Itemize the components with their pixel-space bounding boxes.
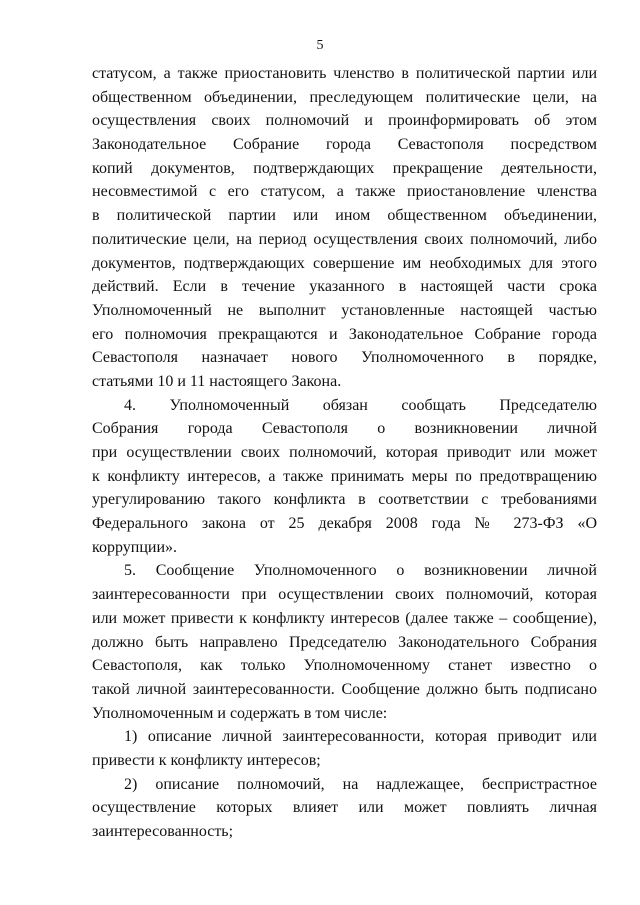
text-line: к конфликту интересов, а также принимать меры по предотвращению (92, 467, 597, 485)
text-line: 1) описание личной заинтересованности, которая приводит или (124, 728, 597, 746)
text-line: статусом, а также приостановить членство в политической партии или (92, 65, 597, 82)
text-line: несовместимой с его статусом, а также приостановление членства (92, 183, 597, 201)
text-line: заинтересованность; (92, 823, 234, 840)
text-line: осуществление которых влияет или может повлиять личная (92, 799, 597, 817)
text-line: статьями 10 и 11 настоящего Закона. (92, 372, 342, 390)
text-line: Федерального закона от 25 декабря 2008 года № 273-ФЗ «О (92, 515, 597, 533)
text-line: общественном объединении, преследующем политические цели, на (92, 88, 597, 106)
document-body (92, 62, 597, 844)
text-line: Собрания города Севастополя о возникновении личной (92, 420, 597, 438)
text-line: урегулированию такого конфликта в соответствии с требованиями (92, 491, 597, 509)
text-line: коррупции». (92, 538, 177, 556)
text-line: Уполномоченным и содержать в том числе: (92, 704, 388, 722)
text-line: такой личной заинтересованности. Сообщение должно быть подписано (92, 680, 597, 698)
text-line: его полномочия прекращаются и Законодательное Собрание города (92, 325, 597, 343)
text-line: Севастополя, как только Уполномоченному станет известно о (92, 657, 597, 675)
text-line: при осуществлении своих полномочий, которая приводит или может (92, 444, 597, 461)
text-line: Законодательное Собрание города Севастополя посредством (92, 136, 597, 154)
text-line: или может привести к конфликту интересов (далее также – сообщение), (92, 609, 597, 627)
text-line: заинтересованности при осуществлении своих полномочий, которая (92, 586, 597, 604)
text-line: 4. Уполномоченный обязан сообщать Председателю (124, 396, 597, 414)
text-line: Уполномоченный не выполнит установленные настоящей частью (92, 301, 597, 319)
text-line: Севастополя назначает нового Уполномоченного в порядке, (92, 349, 597, 367)
text-line: действий. Если в течение указанного в настоящей части срока (92, 278, 597, 296)
text-line: должно быть направлено Председателю Законодательного Собрания (92, 633, 597, 651)
text-line: 5. Сообщение Уполномоченного о возникновении личной (124, 562, 597, 580)
text-line: 2) описание полномочий, на надлежащее, беспристрастное (124, 775, 597, 793)
text-line: копий документов, подтверждающих прекращение деятельности, (92, 159, 597, 177)
text-line: документов, подтверждающих совершение им необходимых для этого (92, 254, 597, 272)
text-line: привести к конфликту интересов; (92, 751, 321, 769)
text-line: осуществления своих полномочий и проинформировать об этом (92, 112, 597, 130)
text-line: в политической партии или ином общественном объединении, (92, 207, 597, 225)
page-number: 5 (316, 38, 324, 53)
text-line: политические цели, на период осуществления своих полномочий, либо (92, 230, 597, 248)
